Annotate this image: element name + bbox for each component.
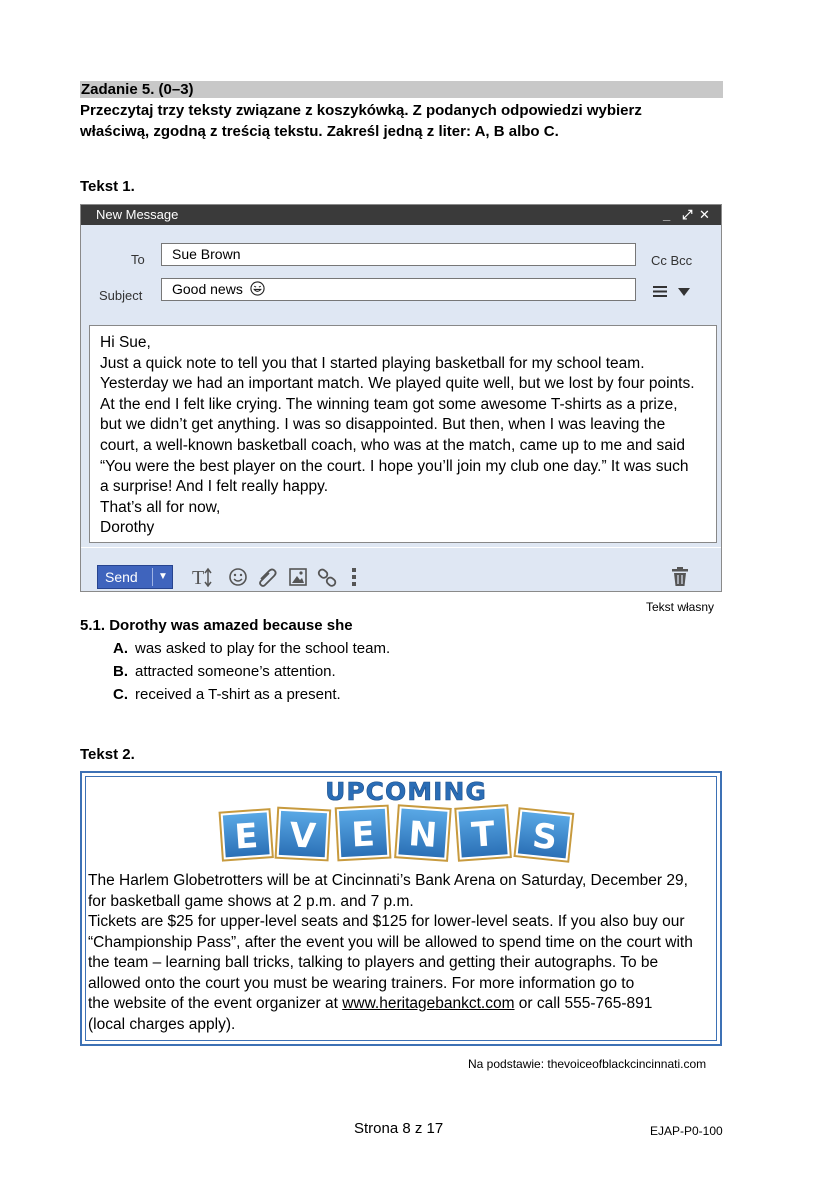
expand-icon[interactable]: ⤢ bbox=[682, 207, 693, 222]
banner-letter: S bbox=[530, 815, 559, 859]
text1-label: Tekst 1. bbox=[80, 178, 135, 195]
events-line: allowed onto the court you must be wearing trainers. For more information go to bbox=[88, 974, 635, 992]
format-menu-icon[interactable] bbox=[653, 285, 693, 299]
close-icon[interactable]: ✕ bbox=[699, 207, 710, 222]
email-titlebar bbox=[81, 205, 721, 225]
toolbar-divider bbox=[81, 547, 721, 548]
instruction-line: Przeczytaj trzy teksty związane z koszykówką. Z podanych odpowiedzi wybierz bbox=[80, 102, 642, 119]
option-text: was asked to play for the school team. bbox=[135, 640, 391, 657]
minimize-icon[interactable]: _ bbox=[663, 207, 671, 222]
email-body-line: That’s all for now, bbox=[100, 498, 221, 516]
events-line: “Championship Pass”, after the event you will be allowed to spend time on the court with bbox=[88, 933, 693, 951]
subject-value: Good news bbox=[172, 281, 243, 297]
email-body-line: court, a well-known basketball coach, who was at the match, came up to me and said bbox=[100, 436, 685, 454]
subject-label: Subject bbox=[99, 288, 143, 303]
question-5-1 bbox=[80, 617, 353, 634]
banner-letter: E bbox=[233, 816, 260, 858]
page-number: Strona 8 z 17 bbox=[354, 1120, 444, 1137]
banner-letter: E bbox=[350, 814, 376, 856]
question-stem: Dorothy was amazed because she bbox=[109, 617, 353, 634]
banner-tile-4 bbox=[394, 804, 452, 862]
email-window-title: New Message bbox=[96, 207, 179, 222]
subject-field[interactable] bbox=[161, 278, 636, 301]
option-c[interactable] bbox=[113, 686, 341, 703]
option-a[interactable] bbox=[113, 640, 390, 657]
email-body-line: “You were the best player on the court. I hope you’ll join my club one day.” It was such bbox=[100, 457, 689, 475]
exam-code: EJAP-P0-100 bbox=[650, 1124, 723, 1138]
banner-tile-5 bbox=[454, 804, 512, 862]
more-icon[interactable] bbox=[351, 567, 357, 587]
image-icon[interactable] bbox=[288, 567, 308, 587]
option-text: received a T-shirt as a present. bbox=[135, 686, 341, 703]
send-divider bbox=[152, 568, 153, 586]
events-line: (local charges apply). bbox=[88, 1015, 236, 1033]
text2-label: Tekst 2. bbox=[80, 746, 135, 763]
banner-tile-6 bbox=[513, 807, 574, 863]
email-body[interactable] bbox=[89, 325, 717, 543]
attach-icon[interactable] bbox=[256, 567, 278, 589]
banner-tile-3 bbox=[335, 805, 392, 862]
svg-text:T: T bbox=[192, 567, 205, 587]
email-window bbox=[80, 204, 722, 592]
option-text: attracted someone’s attention. bbox=[135, 663, 336, 680]
cc-bcc-link[interactable]: Cc Bcc bbox=[651, 253, 693, 268]
events-line-prefix: the website of the event organizer at bbox=[88, 995, 343, 1012]
option-b[interactable] bbox=[113, 663, 336, 680]
banner-tile-1 bbox=[219, 808, 274, 862]
option-letter: C. bbox=[113, 686, 128, 703]
email-body-line: Dorothy bbox=[100, 519, 155, 537]
email-body-line: but we didn’t get anything. I was so disappointed. But then, when I was leaving the bbox=[100, 416, 666, 434]
emoji-icon[interactable] bbox=[228, 567, 248, 587]
events-box bbox=[80, 771, 722, 1046]
email-body-line: a surprise! And I felt really happy. bbox=[100, 478, 329, 496]
task-header: Zadanie 5. (0–3) bbox=[80, 81, 723, 98]
to-value: Sue Brown bbox=[172, 246, 241, 262]
email-body-line: Yesterday we had an important match. We played quite well, but we lost by four points. bbox=[100, 375, 695, 393]
text2-source: Na podstawie: thevoiceofblackcincinnati.com bbox=[468, 1057, 707, 1071]
events-line-suffix: or call 555-765-891 bbox=[514, 995, 653, 1012]
trash-icon[interactable] bbox=[671, 567, 689, 587]
send-button[interactable] bbox=[97, 565, 173, 589]
banner-letter: T bbox=[470, 814, 497, 856]
banner-letter: V bbox=[288, 815, 317, 857]
banner-tile-2 bbox=[275, 807, 332, 862]
to-field[interactable] bbox=[161, 243, 636, 266]
text1-source: Tekst własny bbox=[646, 600, 715, 614]
link-icon[interactable] bbox=[317, 567, 339, 589]
events-text bbox=[88, 871, 708, 1035]
option-letter: A. bbox=[113, 640, 128, 657]
organizer-website-link[interactable]: www.heritagebankct.com bbox=[342, 995, 515, 1012]
instruction-line: właściwą, zgodną z treścią tekstu. Zakreśl jedną z liter: A, B albo C. bbox=[80, 123, 559, 140]
task-instruction bbox=[80, 100, 730, 142]
send-label: Send bbox=[105, 569, 138, 585]
upcoming-events-banner bbox=[214, 776, 594, 868]
events-line: the team – learning ball tricks, talking to players and getting their autographs. To be bbox=[88, 954, 659, 971]
option-letter: B. bbox=[113, 663, 128, 680]
email-body-line: Just a quick note to tell you that I started playing basketball for my school team. bbox=[100, 354, 645, 372]
email-body-line: Hi Sue, bbox=[100, 334, 151, 351]
email-body-line: At the end I felt like crying. The winning team got some awesome T-shirts as a prize, bbox=[100, 395, 678, 413]
events-line bbox=[88, 994, 708, 1015]
to-label: To bbox=[131, 252, 145, 267]
banner-upcoming-text: UPCOMING bbox=[325, 777, 487, 806]
grin-emoji-icon bbox=[250, 281, 265, 296]
question-number: 5.1. bbox=[80, 617, 106, 634]
events-line: for basketball game shows at 2 p.m. and 7 p.m. bbox=[88, 892, 414, 910]
text-format-icon[interactable] bbox=[192, 567, 218, 587]
events-line: The Harlem Globetrotters will be at Cincinnati’s Bank Arena on Saturday, December 29, bbox=[88, 872, 688, 889]
events-line: Tickets are $25 for upper-level seats and $125 for lower-level seats. If you also buy our bbox=[88, 913, 685, 930]
banner-letter: N bbox=[407, 814, 439, 857]
send-options-chevron-icon[interactable]: ▼ bbox=[158, 571, 168, 582]
